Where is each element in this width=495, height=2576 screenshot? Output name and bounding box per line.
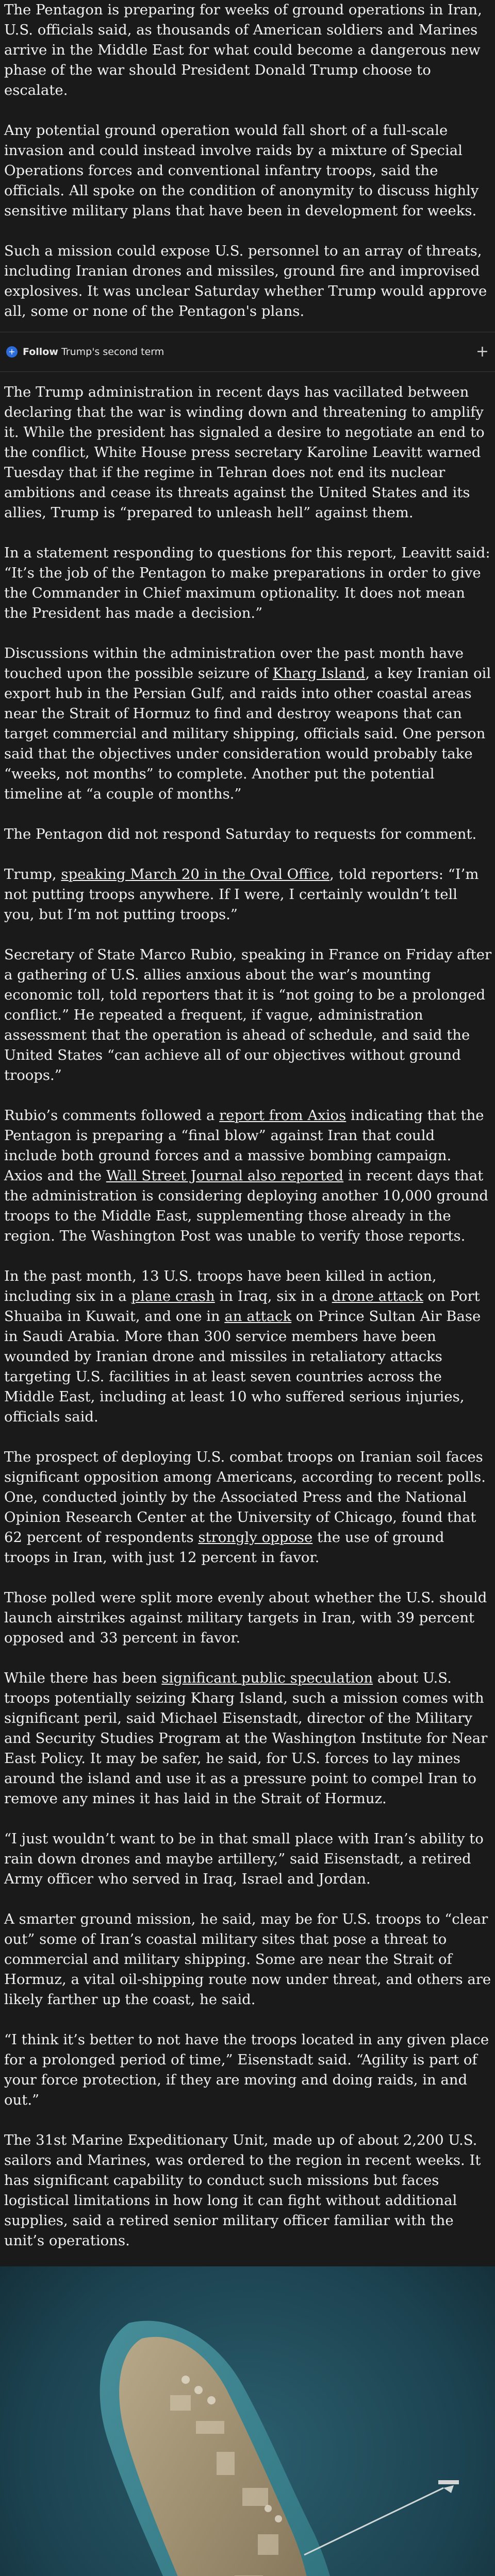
article-body — [0, 372, 495, 2266]
paragraph: The 31st Marine Expeditionary Unit, made up of about 2,200 U.S. sailors and Marines, was ordered to the region in recent weeks. It has significant capability to conduct such missions but faces logistical limitations in how long it can fight without additional supplies, said a retired senior military officer familiar with the unit’s operations. — [4, 2132, 481, 2249]
link-public-speculation[interactable]: significant public speculation — [161, 1670, 373, 1686]
paragraph: While there has been significant public speculation about U.S. troops potentially seizing Kharg Island, such a mission comes with significant peril, said Michael Eisenstadt, director of the Military and Security Studies Program at the Washington Institute for Near East Policy. It may be safer, he said, for U.S. forces to lay mines around the island and use it as a pressure point to compel Iran to remove any mines it has laid in the Strait of Hormuz. — [4, 1670, 488, 1807]
figure — [0, 2266, 495, 2576]
link-wsj-report[interactable]: Wall Street Journal also reported — [106, 1167, 344, 1184]
paragraph: In a statement responding to questions for this report, Leavitt said: “It’s the job of the Pentagon to make preparations in order to give the Commander in Chief maximum optionality. It does not mean the President has made a decision.” — [4, 545, 490, 621]
follow-topic-bar[interactable] — [0, 332, 495, 372]
plus-icon: + — [6, 346, 18, 358]
follow-topic-label — [23, 342, 164, 362]
link-oval-office[interactable]: speaking March 20 in the Oval Office — [61, 866, 330, 883]
paragraph: Rubio’s comments followed a report from Axios indicating that the Pentagon is preparing a “final blow” against Iran that could include both ground forces and a massive bombing campaign. Axios and the Wall Street Journal also reported in recent days that the administration is considering deploying another 10,000 ground troops to the Middle East, supplementing those already in the region. The Washington Post was unable to verify those reports. — [4, 1107, 488, 1244]
follow-prefix: Follow — [23, 346, 58, 358]
paragraph: The prospect of deploying U.S. combat troops on Iranian soil faces significant opposition among Americans, according to recent polls. One, conducted jointly by the Associated Press and the National Opinion Research Center at the University of Chicago, found that 62 percent of respondents strongly oppose the use of ground troops in Iran, with just 12 percent in favor. — [4, 1449, 486, 1566]
paragraph: “I just wouldn’t want to be in that small place with Iran’s ability to rain down drones and maybe artillery,” said Eisenstadt, a retired Army officer who served in Iraq, Israel and Jordan. — [4, 1831, 484, 1887]
link-plane-crash[interactable]: plane crash — [131, 1288, 215, 1304]
link-strongly-oppose[interactable]: strongly oppose — [198, 1529, 313, 1546]
paragraph: A smarter ground mission, he said, may be for U.S. troops to “clear out” some of Iran’s coastal military sites that pose a threat to commercial and military shipping. Some are near the Strait of Hormuz, a vital oil-shipping route now under threat, and others are likely farther up the coast, he said. — [4, 1911, 491, 2008]
paragraph: The Pentagon did not respond Saturday to requests for comment. — [4, 826, 477, 842]
follow-topic-left — [6, 342, 164, 362]
paragraph: “I think it’s better to not have the troops located in any given place for a prolonged period of time,” Eisenstadt said. “Agility is part of your force protection, if they are moving and doing raids, in and out.” — [4, 2031, 489, 2108]
paragraph: In the past month, 13 U.S. troops have been killed in action, including six in a plane crash in Iraq, six in a drone attack on Port Shuaiba in Kuwait, and one in an attack on Prince Sultan Air Base in Saudi Arabia. More than 300 service members have been wounded by Iranian drone and missiles in retaliatory attacks targeting U.S. facilities in at least seven countries across the Middle East, including at least 10 who suffered serious injuries, officials said. — [4, 1268, 481, 1425]
kharg-island-satellite-image[interactable] — [0, 2266, 495, 2576]
paragraph: The Pentagon is preparing for weeks of ground operations in Iran, U.S. officials said, as thousands of American soldiers and Marines arrive in the Middle East for what could become a dangerous new phase of the war should President Donald Trump choose to escalate. — [4, 2, 482, 98]
paragraph: Those polled were split more evenly about whether the U.S. should launch airstrikes against military targets in Iran, with 39 percent opposed and 33 percent in favor. — [4, 1589, 487, 1646]
follow-topic: Trump's second term — [61, 346, 164, 358]
paragraph: Such a mission could expose U.S. personnel to an array of threats, including Iranian drones and missiles, ground fire and improvised explosives. It was unclear Saturday whether Trump would approve all, some or none of the Pentagon's plans. — [4, 243, 487, 319]
paragraph: Secretary of State Marco Rubio, speaking in France on Friday after a gathering of U.S. allies anxious about the war’s mounting economic toll, told reporters that it is “not going to be a prolonged conflict.” He repeated a frequent, if vague, administration assessment that the operation is ahead of schedule, and said the United States “can achieve all of our objectives without ground troops.” — [4, 946, 492, 1083]
article-top — [0, 0, 495, 332]
link-an-attack[interactable]: an attack — [224, 1308, 292, 1325]
link-drone-attack[interactable]: drone attack — [332, 1288, 423, 1304]
add-topic-button[interactable]: + — [475, 343, 489, 361]
paragraph: Any potential ground operation would fall short of a full-scale invasion and could instead involve raids by a mixture of Special Operations forces and conventional infantry troops, said the officials. All spoke on the condition of anonymity to discuss highly sensitive military plans that have been in development for weeks. — [4, 122, 479, 219]
paragraph: Discussions within the administration over the past month have touched upon the possible seizure of Kharg Island, a key Iranian oil export hub in the Persian Gulf, and raids into other coastal areas near the Strait of Hormuz to find and destroy weapons that can target commercial and military shipping, officials said. One person said that the objectives under consideration would probably take “weeks, not months” to complete. Another put the potential timeline at “a couple of months.” — [4, 645, 491, 802]
link-kharg-island[interactable]: Kharg Island — [272, 665, 366, 682]
paragraph: Trump, speaking March 20 in the Oval Office, told reporters: “I’m not putting troops anywhere. If I were, I certainly wouldn’t tell you, but I’m not putting troops.” — [4, 866, 479, 923]
link-axios-report[interactable]: report from Axios — [219, 1107, 346, 1124]
paragraph: The Trump administration in recent days has vacillated between declaring that the war is winding down and threatening to amplify it. While the president has signaled a desire to negotiate an end to the conflict, White House press secretary Karoline Leavitt warned Tuesday that if the regime in Tehran does not end its nuclear ambitions and cease its threats against the United States and its allies, Trump is “prepared to unleash hell” against them. — [4, 384, 485, 521]
